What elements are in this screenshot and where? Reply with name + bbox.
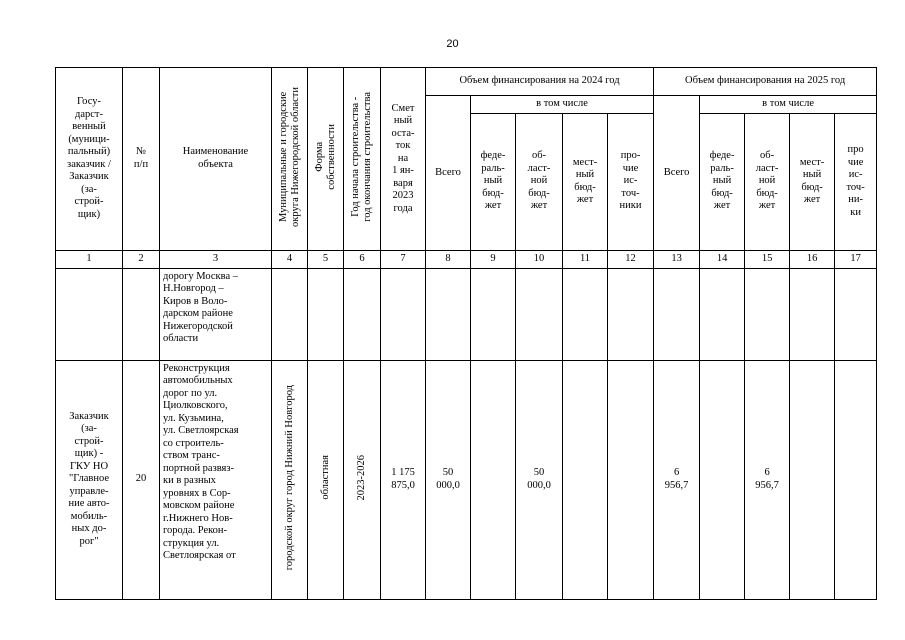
cell-municipal: [272, 268, 308, 360]
header-years-cell: [344, 68, 381, 251]
cell-federal-2025: [700, 268, 745, 360]
header-customer: Госу- дарст- венный (муници- пальный) заказчик / Заказчик (за- строй- щик): [56, 68, 123, 251]
column-number: 2: [123, 250, 160, 268]
header-municipal: Муниципальные и городские округа Нижегородской области: [277, 86, 301, 227]
column-number: 4: [272, 250, 308, 268]
header-local-2024: мест- ный бюд- жет: [563, 113, 608, 250]
financing-table: [55, 67, 877, 600]
cell-object-name: Реконструкция автомобильных дорог по ул. Циолковского, ул. Кузьмина, ул. Светлоярская со строитель- ством транс- портной развяз- ки в разных уровнях в Сор- мовском районе г.Нижнего Нов- города. Рекон- струкция ул. Светлоярская от: [160, 360, 272, 599]
header-total-2024: Всего: [426, 96, 471, 251]
cell-local-2025: [790, 360, 835, 599]
header-fin-2024: Объем финансирования на 2024 год: [426, 68, 654, 96]
cell-local-2024: [563, 268, 608, 360]
cell-customer: [56, 268, 123, 360]
header-incl-2024: в том числе: [471, 96, 654, 114]
cell-other-2024: [608, 268, 654, 360]
cell-num: 20: [123, 360, 160, 599]
header-federal-2024: феде- раль- ный бюд- жет: [471, 113, 516, 250]
cell-municipal: городской округ город Нижний Новгород: [283, 384, 295, 570]
table-row: [56, 268, 877, 360]
header-fin-2025: Объем финансирования на 2025 год: [654, 68, 877, 96]
cell-ownership-wrap: [308, 360, 344, 599]
cell-local-2025: [790, 268, 835, 360]
header-local-2025: мест- ный бюд- жет: [790, 113, 835, 250]
header-other-2025: про чие ис- точ- ни- ки: [835, 113, 877, 250]
cell-total-2025: [654, 268, 700, 360]
column-number: 12: [608, 250, 654, 268]
cell-federal-2024: [471, 268, 516, 360]
column-number: 14: [700, 250, 745, 268]
cell-regional-2025: 6 956,7: [745, 360, 790, 599]
column-number: 6: [344, 250, 381, 268]
column-number: 8: [426, 250, 471, 268]
cell-regional-2024: [516, 268, 563, 360]
cell-federal-2024: [471, 360, 516, 599]
header-regional-2024: об- ласт- ной бюд- жет: [516, 113, 563, 250]
cell-local-2024: [563, 360, 608, 599]
cell-federal-2025: [700, 360, 745, 599]
header-municipal-cell: [272, 68, 308, 251]
header-other-2024: про- чие ис- точ- ники: [608, 113, 654, 250]
header-incl-2025: в том числе: [700, 96, 877, 114]
column-number: 17: [835, 250, 877, 268]
header-years: Год начала строительства - год окончания строительства: [350, 91, 373, 222]
cell-object-name: дорогу Москва – Н.Новгород – Киров в Воло- дарском районе Нижегородской области: [160, 268, 272, 360]
cell-estimate: [381, 268, 426, 360]
cell-regional-2024: 50 000,0: [516, 360, 563, 599]
column-number: 15: [745, 250, 790, 268]
table-row: [56, 360, 877, 599]
page-number: 20: [446, 38, 459, 50]
column-number: 16: [790, 250, 835, 268]
cell-other-2024: [608, 360, 654, 599]
cell-ownership: [308, 268, 344, 360]
header-regional-2025: об- ласт- ной бюд- жет: [745, 113, 790, 250]
cell-ownership: областная: [319, 454, 331, 500]
cell-other-2025: [835, 360, 877, 599]
header-object-name: Наименование объекта: [160, 68, 272, 251]
cell-years-wrap: [344, 360, 381, 599]
header-row-1: [56, 68, 877, 96]
column-number: 10: [516, 250, 563, 268]
cell-other-2025: [835, 268, 877, 360]
cell-estimate: 1 175 875,0: [381, 360, 426, 599]
cell-years: [344, 268, 381, 360]
column-number: 9: [471, 250, 516, 268]
cell-total-2025: 6 956,7: [654, 360, 700, 599]
cell-total-2024: [426, 268, 471, 360]
cell-customer: Заказчик (за- строй- щик) - ГКУ НО "Главное управле- ние авто- мобиль- ных до- рог": [56, 360, 123, 599]
header-num: № п/п: [123, 68, 160, 251]
column-numbers-row: [56, 250, 877, 268]
cell-num: [123, 268, 160, 360]
cell-years: 2023-2026: [356, 454, 367, 500]
header-total-2025: Всего: [654, 96, 700, 251]
cell-total-2024: 50 000,0: [426, 360, 471, 599]
column-number: 5: [308, 250, 344, 268]
column-number: 11: [563, 250, 608, 268]
column-number: 7: [381, 250, 426, 268]
column-number: 1: [56, 250, 123, 268]
header-ownership: Форма собственности: [313, 123, 337, 190]
cell-regional-2025: [745, 268, 790, 360]
cell-municipal-wrap: [272, 360, 308, 599]
header-federal-2025: феде- раль- ный бюд- жет: [700, 113, 745, 250]
header-ownership-cell: [308, 68, 344, 251]
column-number: 3: [160, 250, 272, 268]
column-number: 13: [654, 250, 700, 268]
header-estimate: Смет ный оста- ток на 1 ян- варя 2023 года: [381, 68, 426, 251]
